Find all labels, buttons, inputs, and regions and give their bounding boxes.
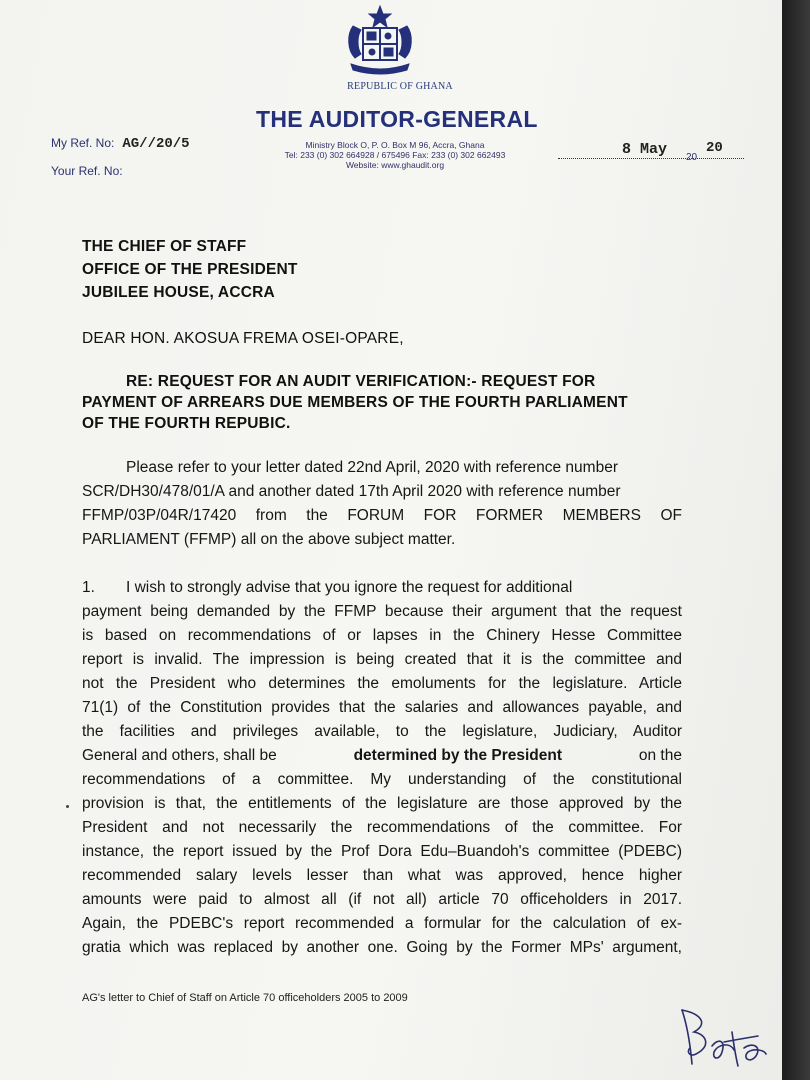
date-dotted-line xyxy=(558,158,744,159)
paragraph-line: not the President who determines the emoluments for the legislature. Article xyxy=(82,675,682,692)
subject-line: RE: REQUEST FOR AN AUDIT VERIFICATION:- REQUEST FOR xyxy=(126,373,596,390)
paragraph-line: 71(1) of the Constitution provides that the salaries and allowances payable, and xyxy=(82,699,682,716)
intro-paragraph xyxy=(82,456,682,552)
footer-note: AG's letter to Chief of Staff on Article 70 officeholders 2005 to 2009 xyxy=(82,992,408,1004)
paragraph-line: provision is that, the entitlements of the legislature are those approved by the xyxy=(82,795,682,812)
subject-line: PAYMENT OF ARREARS DUE MEMBERS OF THE FOURTH PARLIAMENT xyxy=(82,394,628,411)
subject-heading xyxy=(82,371,680,434)
ghana-coat-of-arms-icon xyxy=(345,4,415,76)
paragraph-1 xyxy=(82,576,682,960)
website-line: Website: www.ghaudit.org xyxy=(345,160,445,170)
paragraph-line: FFMP/03P/04R/17420 from the FORUM FOR FORMER MEMBERS OF xyxy=(82,507,682,524)
bold-phrase: determined by the President xyxy=(353,747,563,764)
paragraph-line: amounts were paid to almost all (if not all) article 70 officeholders in 2017. xyxy=(82,891,682,908)
address-line: Ministry Block O, P. O. Box M 96, Accra, Ghana xyxy=(305,140,485,150)
paragraph-line: I wish to strongly advise that you ignore the request for additional xyxy=(126,579,573,596)
paragraph-line: gratia which was replaced by another one. Going by the Former MPs' argument, xyxy=(82,939,682,956)
paragraph-line: President and not necessarily the recommendations of the committee. For xyxy=(82,819,682,836)
letterhead-title: THE AUDITOR-GENERAL xyxy=(256,106,538,132)
recipient-line: THE CHIEF OF STAFF xyxy=(82,238,247,255)
date-year: 20 xyxy=(706,140,723,156)
my-ref-label: My Ref. No: xyxy=(51,136,115,150)
text-segment: on the xyxy=(638,747,682,764)
paragraph-line: payment being demanded by the FFMP because their argument that the request xyxy=(82,603,682,620)
paragraph-line: Please refer to your letter dated 22nd April, 2020 with reference number xyxy=(126,459,618,476)
desk-background xyxy=(782,0,810,1080)
republic-of-ghana-label: REPUBLIC OF GHANA xyxy=(347,81,453,92)
stray-mark xyxy=(66,805,69,808)
handwritten-signature-icon xyxy=(672,1002,772,1074)
paragraph-line: recommendations of a committee. My understanding of the constitutional xyxy=(82,771,682,788)
letterhead-address xyxy=(262,140,528,170)
date-century: 20 xyxy=(686,152,698,163)
subject-line: OF THE FOURTH REPUBIC. xyxy=(82,415,291,432)
paragraph-line: Again, the PDEBC's report recommended a formular for the calculation of ex- xyxy=(82,915,682,932)
recipient-line: OFFICE OF THE PRESIDENT xyxy=(82,261,298,278)
paragraph-line: report is invalid. The impression is being created that it is the committee and xyxy=(82,651,682,668)
text-segment: General and others, shall be xyxy=(82,747,277,764)
recipient-line: JUBILEE HOUSE, ACCRA xyxy=(82,284,275,301)
date-day-month: 8 May xyxy=(622,141,668,158)
phone-fax-line: Tel: 233 (0) 302 664928 / 675496 Fax: 233 (0) 302 662493 xyxy=(284,150,506,160)
paragraph-number: 1. xyxy=(82,579,95,596)
paragraph-line: SCR/DH30/478/01/A and another dated 17th April 2020 with reference number xyxy=(82,483,621,500)
paragraph-line: PARLIAMENT (FFMP) all on the above subject matter. xyxy=(82,531,456,548)
your-ref-label: Your Ref. No: xyxy=(51,164,123,178)
my-ref xyxy=(51,136,190,152)
my-ref-value: AG//20/5 xyxy=(122,136,190,152)
recipient-block xyxy=(82,235,298,304)
paragraph-line: recommended salary levels lesser than what was approved, hence higher xyxy=(82,867,682,884)
date-line xyxy=(558,136,744,166)
paragraph-line-emphasis xyxy=(82,744,682,768)
paragraph-line: the facilities and privileges available, to the legislature, Judiciary, Auditor xyxy=(82,723,682,740)
paragraph-line: instance, the report issued by the Prof Dora Edu–Buandoh's committee (PDEBC) xyxy=(82,843,682,860)
paragraph-line: is based on recommendations of or lapses in the Chinery Hesse Committee xyxy=(82,627,682,644)
salutation: DEAR HON. AKOSUA FREMA OSEI-OPARE, xyxy=(82,330,404,347)
